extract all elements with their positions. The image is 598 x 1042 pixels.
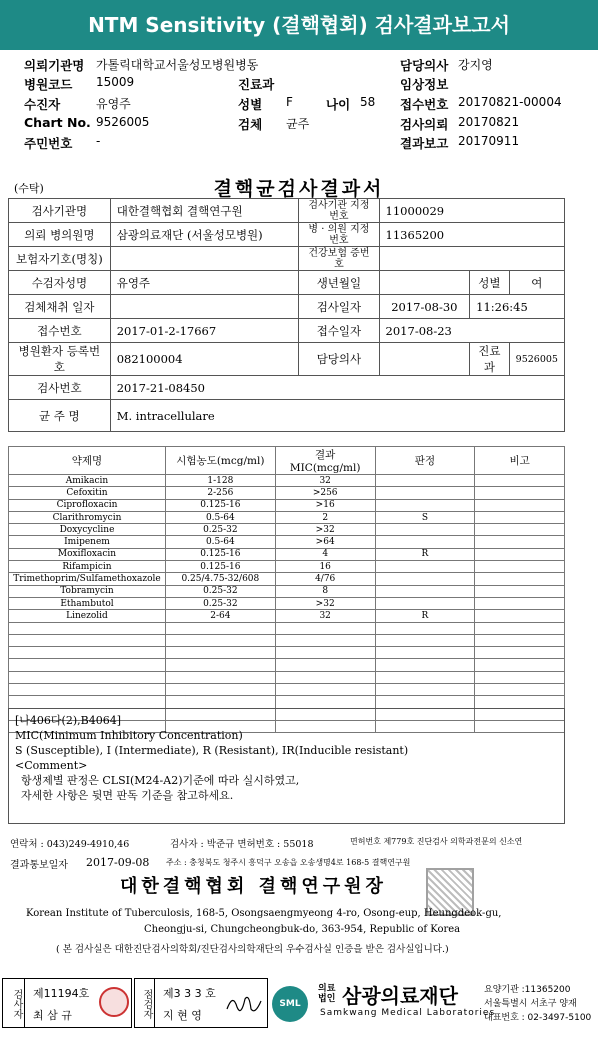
drug-header-0: 약제명 [9, 447, 166, 475]
drug-cell: S [375, 511, 475, 523]
lab-id-value: 11000029 [379, 199, 564, 223]
checker-box-label: 점검자 [135, 979, 155, 1027]
org-phone: 대표번호 : 02-3497-5100 [484, 1013, 592, 1023]
drug-cell [375, 622, 475, 634]
lab-value: 대한결핵협회 결핵연구원 [110, 199, 299, 223]
drug-header-3: 판정 [375, 447, 475, 475]
drug-cell [165, 671, 275, 683]
drug-cell [375, 524, 475, 536]
drug-cell [165, 696, 275, 708]
drug-cell [275, 696, 375, 708]
checker-no: 제3 3 3 호 [163, 987, 216, 1000]
drug-cell [9, 671, 166, 683]
note-mic: MIC(Minimum Inhibitory Concentration) [15, 729, 243, 742]
report-label: 결과보고 [400, 136, 449, 151]
ref-label: 의뢰 병의원명 [9, 223, 111, 247]
report-banner-title: NTM Sensitivity (결핵협회) 검사결과보고서 [0, 0, 598, 50]
drug-row [9, 622, 565, 634]
checker-name: 지 현 영 [163, 1009, 202, 1022]
testno-label: 검사번호 [9, 376, 111, 400]
drug-row [9, 671, 565, 683]
drug-cell: >32 [275, 524, 375, 536]
drug-row [9, 487, 565, 499]
org-kr: 대한결핵협회 결핵연구원장 [120, 876, 387, 897]
drug-cell: >32 [275, 597, 375, 609]
drug-cell [475, 548, 565, 560]
drug-row [9, 585, 565, 597]
note-comment-2: 자세한 사항은 뒷면 판독 기준을 참고하세요. [21, 789, 234, 802]
drug-cell [9, 684, 166, 696]
drug-cell [375, 634, 475, 646]
drug-row [9, 696, 565, 708]
dept-value-2: 9526005 [509, 343, 564, 376]
susceptibility-table [8, 446, 565, 733]
drug-cell [275, 659, 375, 671]
note-legend: S (Susceptible), I (Intermediate), R (Resistant), IR(Inducible resistant) [15, 744, 409, 757]
chart-label: Chart No. [24, 115, 91, 130]
drug-cell [475, 610, 565, 622]
recv-label: 접수번호 [9, 319, 111, 343]
species-value: M. intracellulare [110, 400, 564, 432]
chart-value: 9526005 [96, 115, 150, 129]
drug-header-4: 비고 [475, 447, 565, 475]
drug-cell [275, 647, 375, 659]
report-value: 20170911 [458, 134, 520, 148]
drug-cell [9, 622, 166, 634]
report-sex-value: 여 [509, 271, 564, 295]
drug-cell [375, 487, 475, 499]
drug-row [9, 536, 565, 548]
recv-value: 2017-01-2-17667 [110, 319, 299, 343]
drug-cell: 4/76 [275, 573, 375, 585]
drug-cell [375, 475, 475, 487]
drug-cell [475, 696, 565, 708]
note-code: [나406다(2),B4064] [15, 714, 121, 727]
drug-cell: R [375, 610, 475, 622]
report-sex-label: 성별 [470, 271, 510, 295]
collect-label: 검체채취 일자 [9, 295, 111, 319]
doc-label: 담당의사 [299, 343, 379, 376]
drug-row [9, 573, 565, 585]
drug-row [9, 548, 565, 560]
drug-cell [375, 659, 475, 671]
drug-header-1: 시험농도(mcg/ml) [165, 447, 275, 475]
drug-cell: 8 [275, 585, 375, 597]
sutak-label: (수탁) [14, 182, 44, 195]
drug-cell [475, 536, 565, 548]
drug-cell: 32 [275, 475, 375, 487]
drug-row [9, 511, 565, 523]
tester-text: 검사자 : 박준규 면허번호 : 55018 [170, 839, 314, 850]
institution-value: 가톨릭대학교서울성모병원병동 [96, 58, 259, 72]
drug-cell [375, 499, 475, 511]
sex-value: F [286, 95, 293, 109]
drug-cell: >16 [275, 499, 375, 511]
drug-row [9, 684, 565, 696]
drug-cell [475, 659, 565, 671]
doctor-value: 강지영 [458, 58, 493, 72]
drug-cell: 0.25-32 [165, 524, 275, 536]
drug-row [9, 634, 565, 646]
report-date-value: 2017-09-08 [86, 856, 150, 869]
org-name: 삼광의료재단 [342, 984, 458, 1008]
ref-id-value: 11365200 [379, 223, 564, 247]
license-text: 면허번호 제779호 진단검사 의학과전문의 신소연 [350, 837, 523, 846]
lab-id-label: 검사기관 지정번호 [299, 199, 379, 223]
ins-value [110, 247, 299, 271]
drug-cell [9, 696, 166, 708]
hospital-code-label: 병원코드 [24, 77, 73, 92]
request-label: 검사의뢰 [400, 117, 449, 132]
drug-cell [375, 684, 475, 696]
drug-cell: Tobramycin [9, 585, 166, 597]
drug-cell [475, 499, 565, 511]
drug-row [9, 597, 565, 609]
ref-value: 삼광의료재단 (서울성모병원) [110, 223, 299, 247]
drug-cell [475, 511, 565, 523]
sex-label: 성별 [238, 97, 263, 112]
dob-label: 생년월일 [299, 271, 379, 295]
hc-label: 건강보험 증번호 [299, 247, 379, 271]
report-title: 결핵균검사결과서 [213, 178, 385, 200]
drug-cell [475, 634, 565, 646]
tester-box [2, 978, 132, 1028]
drug-cell: Trimethoprim/Sulfamethoxazole [9, 573, 166, 585]
drug-cell [275, 634, 375, 646]
drug-cell: 0.125-16 [165, 561, 275, 573]
drug-cell [165, 647, 275, 659]
drug-cell: Rifampicin [9, 561, 166, 573]
drug-row [9, 475, 565, 487]
sml-logo-icon: SML [272, 986, 308, 1022]
dept-label: 진료과 [238, 77, 275, 92]
drug-cell [375, 696, 475, 708]
species-label: 균 주 명 [9, 400, 111, 432]
tester-name: 최 삼 규 [33, 1009, 72, 1022]
checker-box [134, 978, 268, 1028]
contact-text: 연락처 : 043)249-4910,46 [10, 839, 130, 850]
org-en: Korean Institute of Tuberculosis, 168-5, Osongsaengmyeong 4-ro, Osong-eup, Heungdeok-gu, [26, 908, 502, 919]
drug-cell [475, 487, 565, 499]
recv-date-label: 접수일자 [299, 319, 379, 343]
drug-cell: Imipenem [9, 536, 166, 548]
drug-cell: 1-128 [165, 475, 275, 487]
drug-cell [475, 597, 565, 609]
dept-label-2: 진료과 [470, 343, 510, 376]
specimen-label: 검체 [238, 117, 263, 132]
report-date-label: 결과통보일자 [10, 860, 68, 871]
drug-cell: 2-64 [165, 610, 275, 622]
drug-cell [375, 585, 475, 597]
test-time-value: 11:26:45 [470, 295, 565, 319]
drug-cell: Moxifloxacin [9, 548, 166, 560]
addr-en: Cheongju-si, Chungcheongbuk-do, 363-954, Republic of Korea [144, 924, 461, 935]
drug-cell [375, 647, 475, 659]
id-label: 주민번호 [24, 136, 73, 151]
drug-cell: Amikacin [9, 475, 166, 487]
drug-cell [375, 597, 475, 609]
drug-cell: Ciprofloxacin [9, 499, 166, 511]
drug-cell: 0.125-16 [165, 548, 275, 560]
drug-cell: Linezolid [9, 610, 166, 622]
request-value: 20170821 [458, 115, 520, 129]
patient-info-table [8, 198, 565, 432]
drug-cell [475, 475, 565, 487]
drug-cell [165, 684, 275, 696]
ins-label: 보험자기호(명칭) [9, 247, 111, 271]
red-seal-icon [99, 987, 129, 1017]
doctor-label: 담당의사 [400, 58, 449, 73]
institution-label: 의뢰기관명 [24, 58, 85, 73]
drug-cell: 0.25-32 [165, 597, 275, 609]
receipt-value: 20170821-00004 [458, 95, 562, 109]
name-value: 유영주 [110, 271, 299, 295]
test-date-value: 2017-08-30 [379, 295, 470, 319]
reg-value: 082100004 [110, 343, 299, 376]
drug-cell [475, 671, 565, 683]
notes-box [8, 708, 565, 824]
drug-cell [9, 634, 166, 646]
drug-cell [275, 622, 375, 634]
drug-cell [475, 647, 565, 659]
note-comment-1: 항생제별 판정은 CLSI(M24-A2)기준에 따라 실시하였고, [21, 774, 300, 787]
specimen-value: 균주 [286, 117, 310, 131]
drug-cell [475, 561, 565, 573]
drug-cell: Ethambutol [9, 597, 166, 609]
drug-row [9, 499, 565, 511]
drug-cell: 2-256 [165, 487, 275, 499]
drug-cell [375, 536, 475, 548]
drug-cell [375, 561, 475, 573]
drug-row [9, 659, 565, 671]
drug-row [9, 647, 565, 659]
tester-box-label: 검사자 [3, 979, 25, 1027]
recv-date-value: 2017-08-23 [379, 319, 564, 343]
drug-cell [375, 573, 475, 585]
drug-row [9, 561, 565, 573]
drug-cell: 32 [275, 610, 375, 622]
drug-cell: 0.25/4.75-32/608 [165, 573, 275, 585]
id-value: - [96, 134, 101, 148]
drug-cell: 16 [275, 561, 375, 573]
org-addr: 서울특별시 서초구 양재 [484, 999, 577, 1009]
name-label: 수검자성명 [9, 271, 111, 295]
patient-label: 수진자 [24, 97, 61, 112]
drug-row [9, 610, 565, 622]
cert-text: ( 본 검사실은 대한진단검사의학회/진단검사의학재단의 우수검사실 인증을 받은 검사실입니다.) [56, 944, 449, 955]
drug-header-2: 결과 MIC(mcg/ml) [275, 447, 375, 475]
drug-cell: 4 [275, 548, 375, 560]
org-code: 요양기관 :11365200 [484, 985, 571, 995]
patient-value: 유영주 [96, 97, 131, 111]
drug-cell: 0.5-64 [165, 536, 275, 548]
age-value: 58 [360, 95, 376, 109]
signature-icon [223, 989, 263, 1019]
drug-cell: >256 [275, 487, 375, 499]
drug-cell [475, 585, 565, 597]
drug-cell [275, 671, 375, 683]
drug-cell: Doxycycline [9, 524, 166, 536]
drug-cell [475, 573, 565, 585]
drug-cell [375, 671, 475, 683]
bottom-stamp-bar [0, 976, 598, 1042]
drug-cell: 0.125-16 [165, 499, 275, 511]
address-kr: 주소 : 충청북도 청주시 흥덕구 오송읍 오송생명4로 168-5 결핵연구원 [166, 858, 411, 867]
dob-value [379, 271, 470, 295]
note-comment-label: <Comment> [15, 759, 88, 772]
drug-cell [165, 659, 275, 671]
drug-cell: 0.25-32 [165, 585, 275, 597]
drug-cell [275, 684, 375, 696]
hospital-code-value: 15009 [96, 75, 135, 89]
testno-value: 2017-21-08450 [110, 376, 564, 400]
tester-no: 제11194호 [33, 987, 90, 1000]
org-en-name: Samkwang Medical Laboratories [320, 1008, 496, 1018]
drug-cell [165, 634, 275, 646]
scanned-report [0, 168, 598, 973]
drug-cell: 2 [275, 511, 375, 523]
drug-cell [475, 684, 565, 696]
drug-cell [475, 622, 565, 634]
drug-cell [9, 647, 166, 659]
org-small: 의료 법인 [318, 984, 336, 1004]
drug-cell: >64 [275, 536, 375, 548]
lab-label: 검사기관명 [9, 199, 111, 223]
ref-id-label: 병 · 의원 지정번호 [299, 223, 379, 247]
hc-value [379, 247, 564, 271]
test-date-label: 검사일자 [299, 295, 379, 319]
age-label: 나이 [326, 97, 351, 112]
reg-label: 병원환자 등록번호 [9, 343, 111, 376]
drug-cell: 0.5-64 [165, 511, 275, 523]
drug-cell: R [375, 548, 475, 560]
drug-cell [475, 524, 565, 536]
drug-row [9, 524, 565, 536]
drug-cell: Clarithromycin [9, 511, 166, 523]
clinical-label: 임상정보 [400, 77, 449, 92]
drug-cell: Cefoxitin [9, 487, 166, 499]
doc-value [379, 343, 470, 376]
drug-cell [9, 659, 166, 671]
collect-value [110, 295, 299, 319]
receipt-label: 접수번호 [400, 97, 449, 112]
drug-cell [165, 622, 275, 634]
